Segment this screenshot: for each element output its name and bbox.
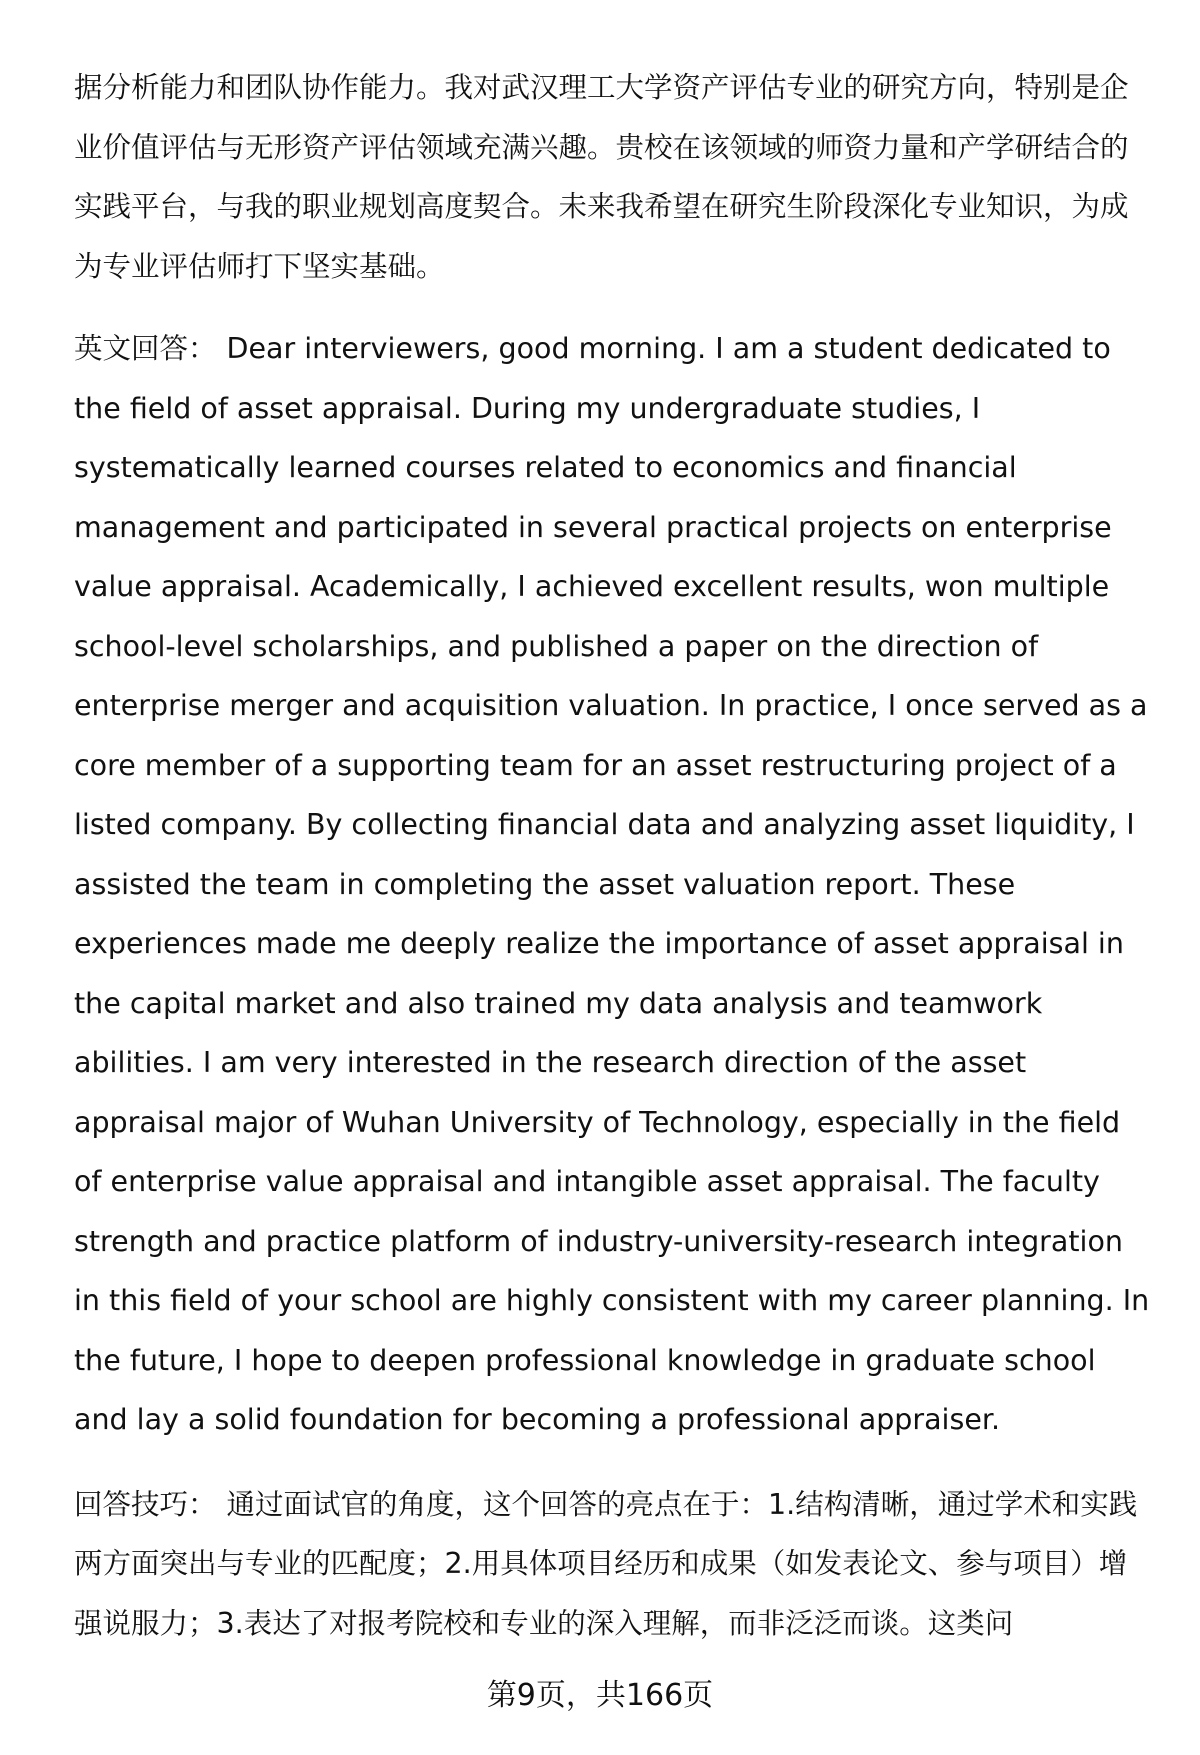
- answer-tips-text: 通过面试官的角度，这个回答的亮点在于：1.结构清晰，通过学术和实践两方面突出与专业的匹配度；2.用具体项目经历和成果（如发表论文、参与项目）增强说服力；3.表达了对报考院校和专业的深入理解，而非泛泛而谈。这类问: [74, 1487, 1138, 1640]
- page-number-footer: 第9页，共166页: [486, 1678, 714, 1713]
- english-answer-text: Dear interviewers, good morning. I am a student dedicated to the field of asset appraisal. During my undergraduate studies, I systematically learned courses related to economics and financial management and participated in several practical projects on enterprise value appraisal. Academically, I achieved excellent results, won multiple school-level scholarships, and published a paper on the direction of enterprise merger and acquisition valuation. In practice, I once served as a core member of a supporting team for an asset restructuring project of a listed company. By collecting financial data and analyzing asset liquidity, I assisted the team in completing the asset valuation report. These experiences made me deeply realize the importance of asset appraisal in the capital market and also trained my data analysis and teamwork abilities. I am very interested in the research direction of the asset appraisal major of Wuhan University of Technology, especially in the field of enterprise value appraisal and intangible asset appraisal. The faculty strength and practice platform of industry-university-research integration in this field of your school are highly consistent with my career planning. In the future, I hope to deepen professional knowledge in graduate school and lay a solid foundation for becoming a professional appraiser.: [74, 332, 1150, 1436]
- paragraph-english-answer: [74, 319, 1154, 1450]
- paragraph-answer-tips: [74, 1475, 1154, 1654]
- english-answer-label: 英文回答：: [74, 332, 217, 365]
- document-body: [74, 58, 1154, 1678]
- answer-tips-label: 回答技巧：: [74, 1487, 217, 1521]
- paragraph-chinese-answer-end: 据分析能力和团队协作能力。我对武汉理工大学资产评估专业的研究方向，特别是企业价值评估与无形资产评估领域充满兴趣。贵校在该领域的师资力量和产学研结合的实践平台，与我的职业规划高度契合。未来我希望在研究生阶段深化专业知识，为成为专业评估师打下坚实基础。: [74, 71, 1129, 283]
